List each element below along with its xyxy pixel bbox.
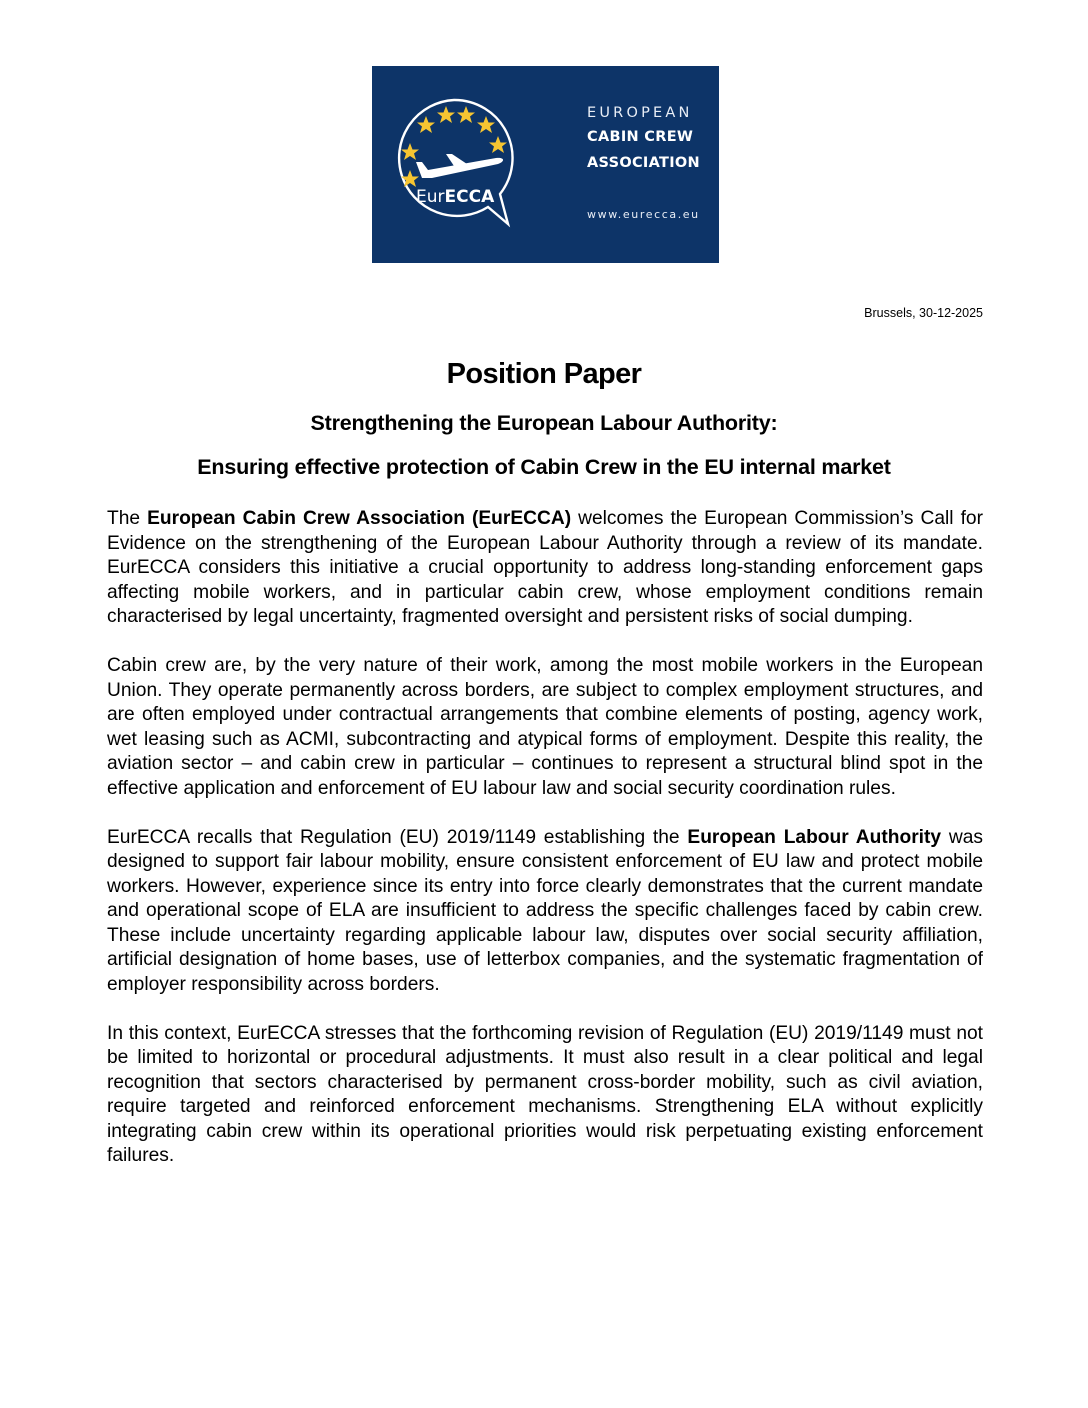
paragraph-3: EurECCA recalls that Regulation (EU) 2019/1149 establishing the European Labour Authority was designed to support fair labour mobility, ensure consistent enforcement of EU law and protect mobile workers. However, experience since its entry into force clearly demonstrates that the current mandate and operational scope of ELA are insufficient to address the specific challenges faced by cabin crew. These include uncertainty regarding applicable labour law, disputes over social security affiliation, artificial designation of home bases, use of letterbox companies, and the systematic fragmentation of employer responsibility across borders.	[107, 826, 983, 995]
bold-org-name: European Cabin Crew Association (EurECCA)	[147, 508, 572, 529]
stars-icon	[401, 106, 507, 187]
logo-line-european: EUROPEAN	[587, 105, 693, 121]
document-title: Position Paper	[446, 358, 642, 390]
document-date: Brussels, 30-12-2025	[864, 306, 983, 320]
emblem-wordmark: EurECCA	[416, 187, 495, 207]
logo-line-cabin-crew: CABIN CREW	[587, 129, 694, 145]
speech-bubble-icon	[388, 94, 520, 229]
paragraph-4: In this context, EurECCA stresses that the forthcoming revision of Regulation (EU) 2019/1149 must not be limited to horizontal or procedural adjustments. It must also result in a clear political and legal recognition that sectors characterised by permanent cross-border mobility, such as civil aviation, require targeted and reinforced enforcement mechanisms. Strengthening ELA without explicitly integrating cabin crew within its operational priorities would risk perpetuating existing enforcement failures.	[107, 1022, 983, 1166]
eurecca-logo	[372, 66, 719, 263]
document-subtitle-2: Ensuring effective protection of Cabin Crew in the EU internal market	[197, 455, 891, 479]
airplane-icon	[416, 154, 503, 178]
paragraph-2: Cabin crew are, by the very nature of their work, among the most mobile workers in the European Union. They operate permanently across borders, are subject to complex employment structures, and are often employed under contractual arrangements that combine elements of posting, agency work, wet leasing such as ACMI, subcontracting and atypical forms of employment. Despite this reality, the aviation sector – and cabin crew in particular – continues to represent a structural blind spot in the effective application and enforcement of EU labour law and social security coordination rules.	[107, 655, 983, 799]
document-body	[107, 507, 983, 1193]
association-name	[587, 102, 700, 176]
paragraph-1: The European Cabin Crew Association (EurECCA) welcomes the European Commission’s Call for Evidence on the strengthening of the European Labour Authority through a review of its mandate. EurECCA considers this initiative a crucial opportunity to address long-standing enforcement gaps affecting mobile workers, and in particular cabin crew, whose employment conditions remain characterised by legal uncertainty, fragmented oversight and persistent risks of social dumping.	[107, 508, 983, 627]
logo-line-association: ASSOCIATION	[587, 155, 700, 171]
logo-url: www.eurecca.eu	[587, 208, 700, 221]
document-subtitle: Strengthening the European Labour Authority:	[310, 411, 778, 435]
bold-authority-name: European Labour Authority	[687, 826, 942, 848]
